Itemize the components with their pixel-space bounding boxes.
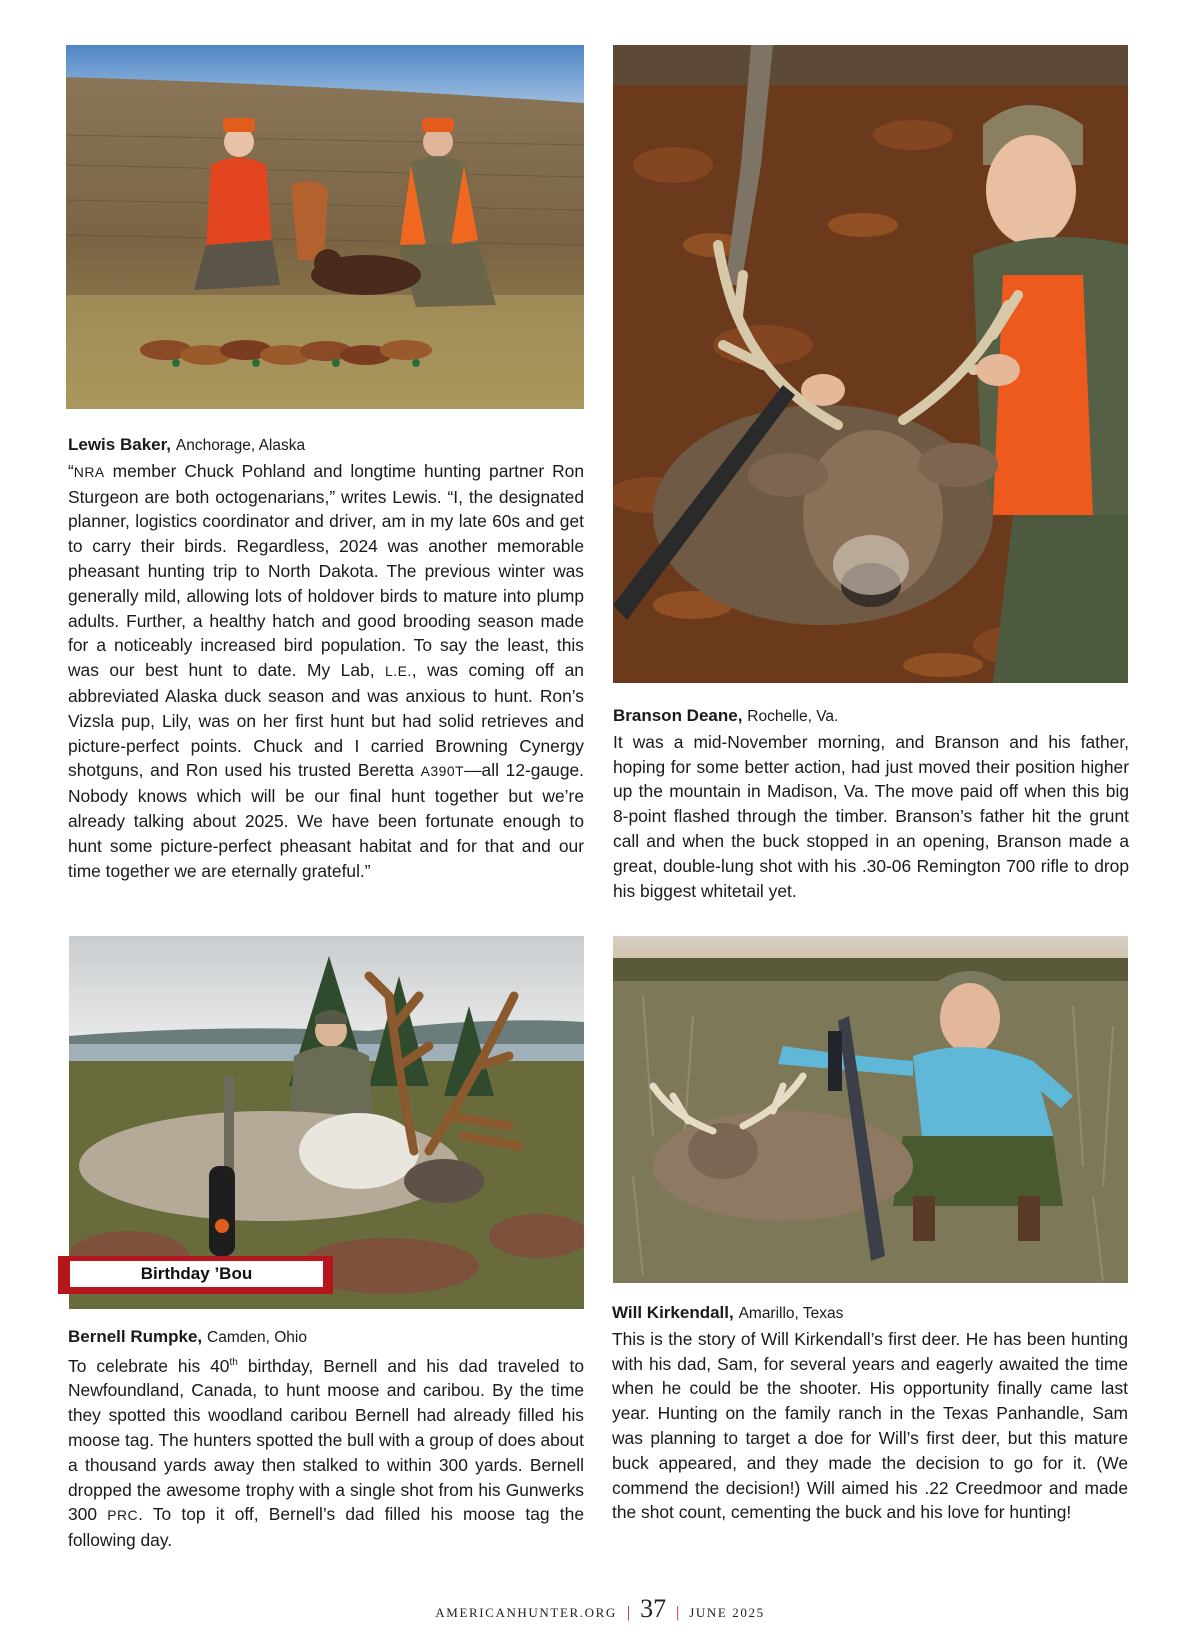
story-body: This is the story of Will Kirkendall’s first deer. He has been hunting with his dad, Sam, for several years and eagerly awaited the time when he could be the shooter. His opportunity finally came last year. Hunting on the family ranch in the Texas Panhandle, Sam was planning to target a doe for Will’s first deer, but this mature buck appeared, and they made the decision to go for it. (We commend the decision!) Will aimed his .22 Creedmoor and made the shot count, cementing the buck and his love for hunting! — [612, 1328, 1128, 1523]
photo-pheasant-hunters — [66, 45, 584, 409]
story-lewis-baker — [68, 432, 584, 883]
story-bernell-rumpke — [68, 1324, 584, 1553]
author-name: Branson Deane, — [613, 706, 743, 725]
story-branson-deane — [613, 703, 1129, 903]
photo-will-buck — [613, 936, 1128, 1283]
footer-site: AMERICANHUNTER.ORG — [435, 1605, 617, 1620]
footer-separator: | — [676, 1604, 680, 1621]
photo-caribou — [69, 936, 584, 1309]
author-location: Anchorage, Alaska — [175, 437, 306, 454]
author-location: Amarillo, Texas — [738, 1305, 844, 1322]
author-name: Lewis Baker, — [68, 435, 172, 454]
page-number: 37 — [640, 1594, 667, 1623]
birthday-bou-banner — [58, 1256, 333, 1294]
author-name: Will Kirkendall, — [612, 1303, 734, 1322]
author-location: Camden, Ohio — [207, 1329, 307, 1346]
footer-date: JUNE 2025 — [689, 1605, 765, 1620]
banner-label: Birthday ’Bou — [70, 1261, 323, 1287]
author-location: Rochelle, Va. — [747, 708, 839, 725]
story-body: It was a mid-November morning, and Branson and his father, hoping for some better action, had just moved their position higher up the mountain in Madison, Va. The move paid off when this big 8-point flashed through the timber. Branson’s father hit the grunt call and when the buck stopped in an opening, Branson made a great, double-lung shot with his .30-06 Remington 700 rifle to drop his biggest whitetail yet. — [613, 731, 1129, 901]
author-name: Bernell Rumpke, — [68, 1327, 203, 1346]
photo-branson-buck — [613, 45, 1128, 683]
footer-separator: | — [626, 1604, 631, 1621]
story-will-kirkendall — [612, 1300, 1128, 1525]
story-body: To celebrate his 40th birthday, Bernell and his dad traveled to Newfoundland, Canada, to hunt moose and caribou. By the time they spotted this woodland caribou Bernell had already filled his moose tag. The hunters spotted the bull with a group of does about a thousand yards away then stalked to within 300 yards. Bernell dropped the awesome trophy with a single shot from his Gunwerks 300 PRC. To top it off, Bernell’s dad filled his moose tag the following day. — [68, 1355, 584, 1551]
story-body: “NRA member Chuck Pohland and longtime hunting partner Ron Sturgeon are both octogenarians,” writes Lewis. “I, the designated planner, logistics coordinator and driver, am in my late 60s and get to carry their birds. Regardless, 2024 was another memorable pheasant hunting trip to North Dakota. The previous winter was generally mild, allowing lots of holdover birds to mature into plump adults. Further, a healthy hatch and good brooding season made for a noticeably increased bird population. To say the least, this was our best hunt to date. My Lab, L.E., was coming off an abbreviated Alaska duck season and was anxious to hunt. Ron’s Vizsla pup, Lily, was on her first hunt but had solid retrieves and picture-perfect points. Chuck and I carried Browning Cynergy shotguns, and Ron used his trusted Beretta A390T—all 12-gauge. Nobody knows which will be our final hunt together but we’re already talking about 2025. We have been fortunate enough to hunt some picture-perfect pheasant habitat and for that and our time together we are eternally grateful.” — [68, 460, 584, 881]
page-footer — [0, 1594, 1200, 1624]
